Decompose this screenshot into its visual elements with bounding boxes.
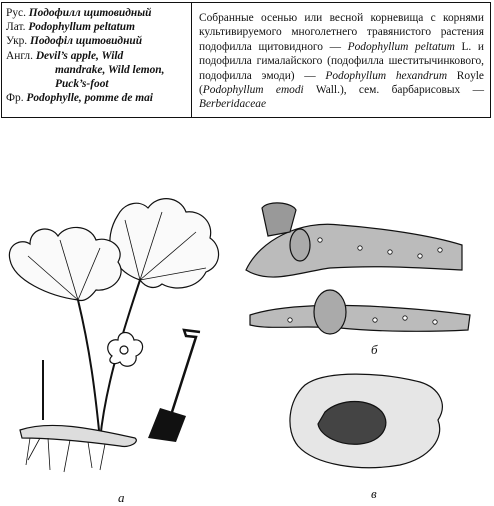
flower [108, 333, 143, 367]
name-english-cont: Puck’s-foot [55, 78, 109, 91]
cross-section-illustration [290, 374, 442, 468]
lang-label: Укр. [6, 35, 28, 48]
name-english [6, 49, 187, 63]
name-english-cont: mandrake, Wild lemon, [55, 63, 165, 76]
plant-names-column [2, 3, 192, 117]
rhizome-illustration [246, 203, 470, 334]
name-value: Подофилл щитовидный [28, 7, 152, 19]
info-table [1, 2, 491, 118]
leaf-lower [9, 227, 121, 300]
latin-name: Podophyllum peltatum [347, 40, 455, 53]
latin-name: Podophyllum hexandrum [325, 69, 448, 82]
name-french [6, 91, 187, 105]
name-value: Podophyllum peltatum [28, 21, 135, 34]
figure-label-v: в [371, 486, 377, 501]
name-ukrainian [6, 34, 187, 48]
description-text: L. и подофилла гималайского (подофилла шеститычинкового, подофилла эмоди) — [199, 40, 484, 82]
lang-label: Рус. [6, 7, 26, 19]
description-text: Собранные осенью или весной корневища с корнями культивируемого многолетнего травянистого растения подофилла щитовидного — [199, 12, 484, 53]
name-russian [6, 6, 187, 20]
description-text: Royle ( [199, 69, 484, 97]
name-latin [6, 20, 187, 34]
lang-label: Фр. [6, 92, 24, 105]
latin-name: Podophyllum emodi [202, 84, 304, 97]
name-value: Devil’s apple, Wild [35, 49, 124, 62]
lang-label: Англ. [6, 49, 33, 62]
name-value: Podophylle, pomme de mai [26, 92, 153, 105]
description-text: Wall.), сем. барбарисовых — [303, 84, 484, 97]
botanical-illustrations [0, 120, 494, 506]
raw-material-description [192, 3, 490, 117]
lang-label: Лат. [6, 21, 26, 34]
name-value: Подофіл щитовидний [30, 35, 143, 48]
figure-label-a: а [118, 490, 125, 505]
shovel-icon [148, 330, 200, 442]
latin-name: Berberidaceae [199, 98, 267, 111]
illustration-canvas [0, 120, 494, 506]
leaf-upper [110, 199, 219, 288]
figure-label-b: б [371, 342, 378, 357]
